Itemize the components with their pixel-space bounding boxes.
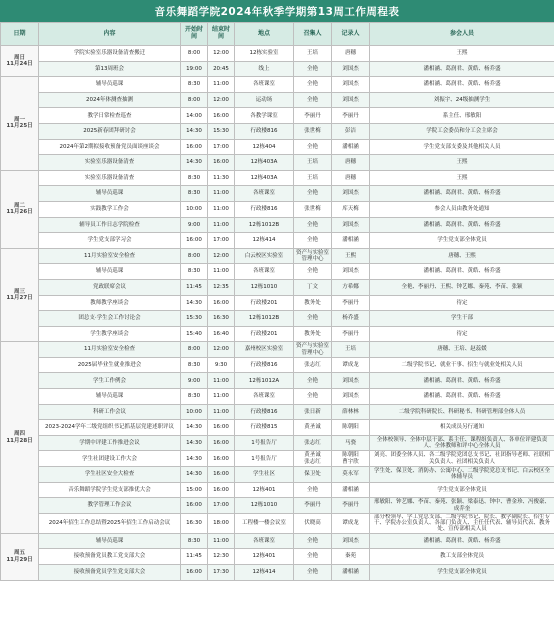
table-row — [1, 77, 554, 93]
location-cell: 12栋1012A — [235, 373, 294, 389]
table-row — [1, 46, 554, 62]
start-cell: 9:00 — [181, 373, 208, 389]
table-row — [1, 155, 554, 171]
participants-cell: 唐穗、王熙 — [370, 248, 554, 264]
header-content: 内容 — [39, 23, 181, 46]
end-cell: 12:30 — [208, 549, 235, 565]
location-cell: 工程楼一楼会议室 — [235, 513, 294, 533]
content-cell: 辅导员巡课 — [39, 389, 181, 405]
participants-cell: 潘相涵、葛润君、黄皓、杨乔盛 — [370, 186, 554, 202]
recorder-cell: 潘相涵 — [332, 139, 370, 155]
table-row — [1, 170, 554, 186]
header-participants: 参会人员 — [370, 23, 554, 46]
schedule-table — [0, 22, 554, 581]
convener-cell: 全艳 — [294, 92, 332, 108]
location-cell: 12栋414 — [235, 564, 294, 580]
recorder-cell: 李丽丹 — [332, 295, 370, 311]
participants-cell: 刘亮、团委全体人员、各二级学院党团总支书记、社团指导老师、社联相关负责人、社团相关负责人 — [370, 451, 554, 467]
participants-cell: 王熙 — [370, 46, 554, 62]
end-cell: 12:00 — [208, 248, 235, 264]
location-cell: 行政楼815 — [235, 420, 294, 436]
start-cell: 14:30 — [181, 467, 208, 483]
start-cell: 14:30 — [181, 123, 208, 139]
convener-cell: 全艳 — [294, 311, 332, 327]
convener-cell: 张世梅 — [294, 123, 332, 139]
convener-cell: 黄圣诚 — [294, 420, 332, 436]
convener-cell: 资产与实验室管理中心 — [294, 342, 332, 358]
page-title: 音乐舞蹈学院2024年秋季学期第13周工作周程表 — [0, 0, 554, 22]
content-cell: 学生教学座谈会 — [39, 326, 181, 342]
convener-cell: 全艳 — [294, 264, 332, 280]
location-cell: 行政楼201 — [235, 295, 294, 311]
content-cell: 2024年招生工作总结暨2025年招生工作启动会议 — [39, 513, 181, 533]
table-row — [1, 564, 554, 580]
header-convener: 召集人 — [294, 23, 332, 46]
location-cell: 行政楼816 — [235, 123, 294, 139]
table-row — [1, 233, 554, 249]
recorder-cell: 库天梅 — [332, 201, 370, 217]
table-row — [1, 513, 554, 533]
header-recorder: 记录人 — [332, 23, 370, 46]
start-cell: 14:00 — [181, 108, 208, 124]
end-cell: 12:00 — [208, 46, 235, 62]
table-row — [1, 92, 554, 108]
start-cell: 14:30 — [181, 295, 208, 311]
participants-cell: 学生党支部支委及其他相关人员 — [370, 139, 554, 155]
convener-cell: 张志红 — [294, 435, 332, 451]
participants-cell: 潘相涵、葛润君、黄皓、杨乔盛 — [370, 217, 554, 233]
end-cell: 11:00 — [208, 404, 235, 420]
convener-cell: 张志红 — [294, 357, 332, 373]
start-cell: 8:30 — [181, 170, 208, 186]
recorder-cell: 杨乔盛 — [332, 311, 370, 327]
recorder-cell: 刘国杰 — [332, 373, 370, 389]
end-cell: 16:00 — [208, 420, 235, 436]
table-row — [1, 498, 554, 514]
end-cell: 11:00 — [208, 217, 235, 233]
content-cell: 实验室乐器设备清查 — [39, 170, 181, 186]
recorder-cell: 刘国杰 — [332, 217, 370, 233]
content-cell: 第13周班会 — [39, 61, 181, 77]
participants-cell: 全体校领导、全体中层干部、系主任、课程组负责人、各单位评建负责人、全体教师和评中心全体人员 — [370, 435, 554, 451]
location-cell: 12栋401 — [235, 549, 294, 565]
convener-cell: 资产与实验室管理中心 — [294, 248, 332, 264]
start-cell: 8:00 — [181, 342, 208, 358]
end-cell: 20:45 — [208, 61, 235, 77]
recorder-cell: 唐穗 — [332, 155, 370, 171]
content-cell: 11月实验室安全检查 — [39, 248, 181, 264]
recorder-cell: 陈朝阳 — [332, 420, 370, 436]
start-cell: 16:00 — [181, 564, 208, 580]
location-cell: 12栋1010 — [235, 498, 294, 514]
table-row — [1, 420, 554, 436]
content-cell: 辅导员巡课 — [39, 264, 181, 280]
location-cell: 各班课室 — [235, 389, 294, 405]
date-cell: 周二 11月26日 — [1, 170, 39, 248]
location-cell: 1号报告厅 — [235, 451, 294, 467]
start-cell: 19:00 — [181, 61, 208, 77]
start-cell: 15:40 — [181, 326, 208, 342]
start-cell: 16:00 — [181, 233, 208, 249]
table-row — [1, 311, 554, 327]
location-cell: 12栋403A — [235, 155, 294, 171]
participants-cell: 学生干部 — [370, 311, 554, 327]
content-cell: 学院实验室乐器设备清查搬迁 — [39, 46, 181, 62]
convener-cell: 全艳 — [294, 482, 332, 498]
start-cell: 14:30 — [181, 155, 208, 171]
end-cell: 16:00 — [208, 451, 235, 467]
table-row — [1, 139, 554, 155]
end-cell: 18:00 — [208, 513, 235, 533]
recorder-cell: 刘国杰 — [332, 533, 370, 549]
location-cell: 12栋401 — [235, 482, 294, 498]
content-cell: 2025新春团拜研讨会 — [39, 123, 181, 139]
convener-cell: 王培 — [294, 155, 332, 171]
header-row — [1, 23, 554, 46]
participants-cell: 待定 — [370, 326, 554, 342]
participants-cell: 二级学院书记、就业干事、招生与就业处相关人员 — [370, 357, 554, 373]
location-cell: 运动场 — [235, 92, 294, 108]
start-cell: 14:30 — [181, 451, 208, 467]
table-row — [1, 451, 554, 467]
content-cell: 辅导员巡课 — [39, 533, 181, 549]
start-cell: 10:00 — [181, 201, 208, 217]
content-cell: 2024年体测查抽测 — [39, 92, 181, 108]
location-cell: 12栋403A — [235, 170, 294, 186]
content-cell: 2024年第2期拟接收预备党员面谈座谈会 — [39, 139, 181, 155]
content-cell: 辅导员巡课 — [39, 77, 181, 93]
participants-cell: 王熙 — [370, 155, 554, 171]
recorder-cell: 谭成龙 — [332, 357, 370, 373]
recorder-cell: 李丽丹 — [332, 326, 370, 342]
recorder-cell: 刘国杰 — [332, 61, 370, 77]
participants-cell: 潘相涵、葛润君、黄皓、杨乔盛 — [370, 264, 554, 280]
end-cell: 16:00 — [208, 155, 235, 171]
start-cell: 8:00 — [181, 46, 208, 62]
end-cell: 11:00 — [208, 77, 235, 93]
table-row — [1, 482, 554, 498]
convener-cell: 王培 — [294, 46, 332, 62]
participants-cell: 潘相涵、葛润君、黄皓、杨乔盛 — [370, 389, 554, 405]
start-cell: 14:30 — [181, 435, 208, 451]
end-cell: 9:30 — [208, 357, 235, 373]
start-cell: 8:30 — [181, 357, 208, 373]
end-cell: 11:00 — [208, 533, 235, 549]
convener-cell: 全艳 — [294, 549, 332, 565]
table-row — [1, 201, 554, 217]
convener-cell: 全艳 — [294, 77, 332, 93]
location-cell: 12栋1010 — [235, 279, 294, 295]
participants-cell: 二级学院科研院长、科研秘书、科研管理部全体人员 — [370, 404, 554, 420]
convener-cell: 全艳 — [294, 217, 332, 233]
table-row — [1, 61, 554, 77]
recorder-cell: 潘相涵 — [332, 482, 370, 498]
content-cell: 学生党支部学习会 — [39, 233, 181, 249]
recorder-cell: 方希娜 — [332, 279, 370, 295]
content-cell: 教学日常检查巡查 — [39, 108, 181, 124]
content-cell: 科研工作会议 — [39, 404, 181, 420]
participants-cell: 王熙 — [370, 170, 554, 186]
recorder-cell: 唐穗 — [332, 170, 370, 186]
table-row — [1, 373, 554, 389]
table-row — [1, 533, 554, 549]
date-cell: 周一 11月25日 — [1, 77, 39, 171]
end-cell: 17:00 — [208, 498, 235, 514]
end-cell: 12:35 — [208, 279, 235, 295]
start-cell: 8:30 — [181, 533, 208, 549]
participants-cell: 全艳、李丽丹、王熙、钟艺娜、秦苑、李苗、张颖 — [370, 279, 554, 295]
recorder-cell: 潘相涵 — [332, 233, 370, 249]
recorder-cell: 刘国杰 — [332, 186, 370, 202]
content-cell: 实验室乐器设备清查 — [39, 155, 181, 171]
content-cell: 学期中评建工作推进会议 — [39, 435, 181, 451]
participants-cell: 学院工会委员和分工会主席会 — [370, 123, 554, 139]
location-cell: 行政楼816 — [235, 357, 294, 373]
content-cell: 11月实验室安全检查 — [39, 342, 181, 358]
location-cell: 12栋实验室 — [235, 46, 294, 62]
end-cell: 16:00 — [208, 435, 235, 451]
start-cell: 8:00 — [181, 92, 208, 108]
location-cell: 各班课室 — [235, 77, 294, 93]
participants-cell: 学生党支部全体党员 — [370, 233, 554, 249]
recorder-cell: 刘国杰 — [332, 92, 370, 108]
header-date: 日期 — [1, 23, 39, 46]
participants-cell: 待定 — [370, 295, 554, 311]
location-cell: 行政楼816 — [235, 404, 294, 420]
start-cell: 15:30 — [181, 311, 208, 327]
location-cell: 各班课室 — [235, 264, 294, 280]
location-cell: 行政楼816 — [235, 201, 294, 217]
end-cell: 16:30 — [208, 311, 235, 327]
content-cell: 辅导员工作日志学院检查 — [39, 217, 181, 233]
recorder-cell: 刘国杰 — [332, 389, 370, 405]
recorder-cell: 王熙 — [332, 248, 370, 264]
location-cell: 12栋1012B — [235, 311, 294, 327]
content-cell: 辅导员巡课 — [39, 186, 181, 202]
table-row — [1, 326, 554, 342]
recorder-cell: 刘国杰 — [332, 264, 370, 280]
end-cell: 16:00 — [208, 108, 235, 124]
participants-cell: 部分校领导、学工党总支部、二级学院书记、院长、教学副院长、招生专干、学院办公室负责人、各部门负责人、主任任代表、辅导员代表、教务处、宣传部相关人员 — [370, 513, 554, 533]
date-cell: 周三 11月27日 — [1, 248, 39, 342]
table-row — [1, 186, 554, 202]
content-cell: 2025届毕业生就业推进会 — [39, 357, 181, 373]
start-cell: 14:30 — [181, 420, 208, 436]
end-cell: 15:30 — [208, 123, 235, 139]
table-row — [1, 123, 554, 139]
end-cell: 16:00 — [208, 295, 235, 311]
convener-cell: 伏晓高 — [294, 513, 332, 533]
participants-cell: 唐穗、王培、赵蕊媛 — [370, 342, 554, 358]
end-cell: 16:40 — [208, 326, 235, 342]
header-location: 地点 — [235, 23, 294, 46]
participants-cell: 潘相涵、葛润君、黄皓、杨乔盛 — [370, 77, 554, 93]
content-cell: 2023-2024学年二级党组织书记抓基层党建述职评议 — [39, 420, 181, 436]
table-row — [1, 217, 554, 233]
recorder-cell: 刘国杰 — [332, 77, 370, 93]
table-row — [1, 467, 554, 483]
location-cell: 12栋404 — [235, 139, 294, 155]
date-cell: 周日 11月24日 — [1, 46, 39, 77]
end-cell: 11:00 — [208, 389, 235, 405]
start-cell: 16:00 — [181, 498, 208, 514]
convener-cell: 全艳 — [294, 139, 332, 155]
location-cell: 白云校区实验室 — [235, 248, 294, 264]
convener-cell: 教务处 — [294, 295, 332, 311]
convener-cell: 全艳 — [294, 389, 332, 405]
location-cell: 嘉州校区实验室 — [235, 342, 294, 358]
convener-cell: 全艳 — [294, 533, 332, 549]
location-cell: 各班课室 — [235, 533, 294, 549]
content-cell: 团总支·学生会工作讨论会 — [39, 311, 181, 327]
content-cell: 学生工作例会 — [39, 373, 181, 389]
location-cell: 行政楼201 — [235, 326, 294, 342]
participants-cell: 刘振宇、24级抽测学生 — [370, 92, 554, 108]
header-end: 结束时间 — [208, 23, 235, 46]
start-cell: 11:45 — [181, 279, 208, 295]
content-cell: 接收预备党员教工党支部大会 — [39, 549, 181, 565]
participants-cell: 邢敏阳、钟艺娜、李苗、秦苑、张颖、梁泰迅、钟中、曹金珍、冯俊豪、成乔奎 — [370, 498, 554, 514]
start-cell: 8:30 — [181, 389, 208, 405]
start-cell: 15:00 — [181, 482, 208, 498]
start-cell: 11:45 — [181, 549, 208, 565]
participants-cell: 潘相涵、葛润君、黄皓、杨乔盛 — [370, 533, 554, 549]
recorder-cell: 陈朝阳 曹宇欣 — [332, 451, 370, 467]
start-cell: 16:30 — [181, 513, 208, 533]
recorder-cell: 彭洁 — [332, 123, 370, 139]
end-cell: 11:00 — [208, 264, 235, 280]
table-row — [1, 435, 554, 451]
convener-cell: 张世梅 — [294, 201, 332, 217]
convener-cell: 保卫处 — [294, 467, 332, 483]
table-row — [1, 357, 554, 373]
start-cell: 8:30 — [181, 186, 208, 202]
content-cell: 学生社区安全大检查 — [39, 467, 181, 483]
participants-cell: 系主任、邢敏阳 — [370, 108, 554, 124]
location-cell: 学生社区 — [235, 467, 294, 483]
convener-cell: 全艳 — [294, 564, 332, 580]
participants-cell: 学生处、保卫处、消防办、公寓中心、二级学院党总支书记、白云校区全体辅导员 — [370, 467, 554, 483]
table-row — [1, 279, 554, 295]
table-row — [1, 295, 554, 311]
recorder-cell: 薛林林 — [332, 404, 370, 420]
end-cell: 11:00 — [208, 186, 235, 202]
content-cell: 学生社团建设工作大会 — [39, 451, 181, 467]
recorder-cell: 秦苑 — [332, 549, 370, 565]
convener-cell: 全艳 — [294, 61, 332, 77]
location-cell: 各班课室 — [235, 186, 294, 202]
end-cell: 12:00 — [208, 342, 235, 358]
recorder-cell: 谭成龙 — [332, 513, 370, 533]
start-cell: 16:00 — [181, 139, 208, 155]
recorder-cell: 李丽丹 — [332, 498, 370, 514]
recorder-cell: 潘相涵 — [332, 564, 370, 580]
participants-cell: 学生党支部全体党员 — [370, 482, 554, 498]
start-cell: 8:30 — [181, 264, 208, 280]
table-row — [1, 404, 554, 420]
location-cell: 线上 — [235, 61, 294, 77]
start-cell: 10:00 — [181, 404, 208, 420]
table-row — [1, 264, 554, 280]
location-cell: 12栋414 — [235, 233, 294, 249]
table-row — [1, 342, 554, 358]
table-row — [1, 248, 554, 264]
end-cell: 11:00 — [208, 373, 235, 389]
recorder-cell: 李丽丹 — [332, 108, 370, 124]
end-cell: 11:00 — [208, 201, 235, 217]
convener-cell: 全艳 — [294, 233, 332, 249]
table-row — [1, 549, 554, 565]
table-row — [1, 389, 554, 405]
participants-cell: 教工支部全体党员 — [370, 549, 554, 565]
start-cell: 9:00 — [181, 217, 208, 233]
participants-cell: 参会人员由教务处通知 — [370, 201, 554, 217]
content-cell: 教师教学座谈会 — [39, 295, 181, 311]
content-cell: 接收预备党员学生党支部大会 — [39, 564, 181, 580]
end-cell: 16:00 — [208, 467, 235, 483]
convener-cell: 丁文 — [294, 279, 332, 295]
convener-cell: 张日新 — [294, 404, 332, 420]
end-cell: 17:00 — [208, 233, 235, 249]
content-cell: 实践教学工作会 — [39, 201, 181, 217]
end-cell: 12:00 — [208, 92, 235, 108]
location-cell: 1号报告厅 — [235, 435, 294, 451]
location-cell: 12栋1012B — [235, 217, 294, 233]
convener-cell: 黄圣诚 张志红 — [294, 451, 332, 467]
recorder-cell: 莫永军 — [332, 467, 370, 483]
table-row — [1, 108, 554, 124]
header-start: 开始时间 — [181, 23, 208, 46]
content-cell: 党政联席会议 — [39, 279, 181, 295]
convener-cell: 李丽丹 — [294, 108, 332, 124]
end-cell: 16:00 — [208, 482, 235, 498]
date-cell: 周五 11月29日 — [1, 533, 39, 580]
end-cell: 17:00 — [208, 139, 235, 155]
date-cell: 周四 11月28日 — [1, 342, 39, 533]
recorder-cell: 唐穗 — [332, 46, 370, 62]
convener-cell: 全艳 — [294, 186, 332, 202]
recorder-cell: 马骁 — [332, 435, 370, 451]
participants-cell: 潘相涵、葛润君、黄皓、杨乔盛 — [370, 61, 554, 77]
end-cell: 11:30 — [208, 170, 235, 186]
convener-cell: 教务处 — [294, 326, 332, 342]
end-cell: 17:30 — [208, 564, 235, 580]
start-cell: 8:30 — [181, 77, 208, 93]
participants-cell: 相关成员另行通知 — [370, 420, 554, 436]
convener-cell: 李丽丹 — [294, 498, 332, 514]
start-cell: 8:00 — [181, 248, 208, 264]
participants-cell: 潘相涵、葛润君、黄皓、杨乔盛 — [370, 373, 554, 389]
location-cell: 各教学课室 — [235, 108, 294, 124]
content-cell: 教学管理工作会议 — [39, 498, 181, 514]
recorder-cell: 王培 — [332, 342, 370, 358]
content-cell: 音乐舞蹈学院学生党支部推优大会 — [39, 482, 181, 498]
participants-cell: 学生党支部全体党员 — [370, 564, 554, 580]
convener-cell: 王培 — [294, 170, 332, 186]
convener-cell: 全艳 — [294, 373, 332, 389]
